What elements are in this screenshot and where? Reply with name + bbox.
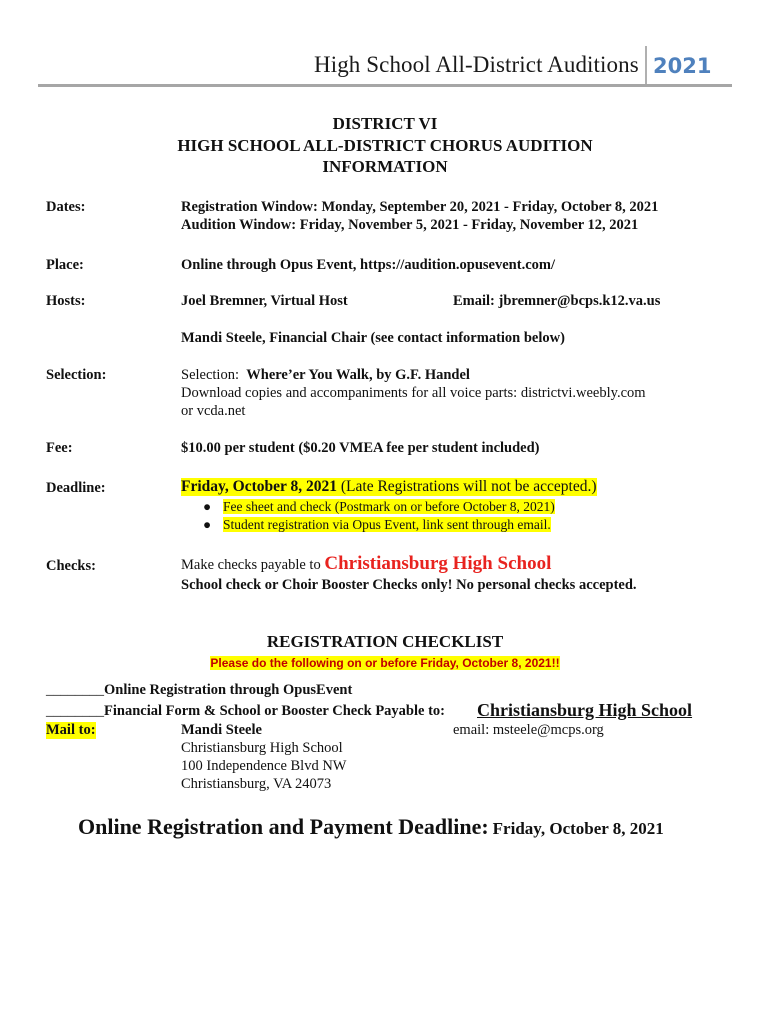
fee-label: Fee:: [46, 440, 73, 456]
title-district: DISTRICT VI: [332, 114, 438, 133]
deadline-note: (Late Registrations will not be accepted.): [337, 478, 597, 495]
checklist-item-financial: [46, 703, 445, 720]
deadline-bullet-item: ● Student registration via Opus Event, link sent through email.: [203, 517, 551, 532]
checks-payable-prefix: Make checks payable to: [181, 557, 325, 573]
checklist-title: REGISTRATION CHECKLIST: [266, 632, 504, 651]
mail-email: email: msteele@mcps.org: [453, 722, 604, 738]
checks-note: School check or Choir Booster Checks only! No personal checks accepted.: [181, 577, 637, 593]
checklist-blank: ________: [46, 703, 104, 719]
deadline-label: Deadline:: [46, 480, 106, 496]
selection-download-alt: or vcda.net: [181, 403, 246, 419]
selection-label: Selection:: [46, 367, 107, 383]
title-chorus: HIGH SCHOOL ALL-DISTRICT CHORUS AUDITION: [177, 136, 593, 155]
mail-label: Mail to:: [46, 722, 96, 738]
title-information: INFORMATION: [322, 157, 448, 176]
deadline-bullet-item: ● Fee sheet and check (Postmark on or before October 8, 2021): [203, 499, 555, 514]
mail-address-city: Christiansburg, VA 24073: [181, 776, 332, 792]
host-email: Email: jbremner@bcps.k12.va.us: [453, 293, 661, 309]
deadline-line: [181, 478, 597, 496]
checks-payable: [181, 553, 551, 575]
registration-window: Registration Window: Monday, September 20, 2021 - Friday, October 8, 2021: [181, 199, 659, 215]
header-rule: [38, 84, 732, 87]
selection-download: Download copies and accompaniments for all voice parts: districtvi.weebly.com: [181, 385, 646, 401]
deadline-bullets: [203, 498, 555, 534]
mail-address-street: 100 Independence Blvd NW: [181, 758, 347, 774]
header-divider: [645, 46, 647, 86]
selection-piece: Where’er You Walk, by G.F. Handel: [246, 367, 470, 383]
dates-label: Dates:: [46, 199, 86, 215]
bullet-icon: ●: [203, 499, 212, 514]
fee-value: $10.00 per student ($0.20 VMEA fee per student included): [181, 440, 540, 456]
footer-date: Friday, October 8, 2021: [492, 819, 664, 838]
header-title: High School All-District Auditions: [314, 52, 639, 77]
header-year: 2021: [653, 54, 712, 78]
place-label: Place:: [46, 257, 84, 273]
checklist-subtitle-wrap: [0, 654, 770, 672]
checklist-item-online-label: Online Registration through OpusEvent: [104, 682, 353, 698]
hosts-label: Hosts:: [46, 293, 86, 309]
host-financial: Mandi Steele, Financial Chair (see contact information below): [181, 330, 565, 346]
checklist-blank: ________: [46, 682, 104, 698]
checks-label: Checks:: [46, 558, 96, 574]
bullet-icon: ●: [203, 517, 212, 532]
mail-address-school: Christiansburg High School: [181, 740, 343, 756]
footer-deadline: [78, 814, 664, 840]
footer-label: Online Registration and Payment Deadline:: [78, 814, 489, 839]
checklist-item-financial-label: Financial Form & School or Booster Check Payable to:: [104, 703, 445, 719]
place-value: Online through Opus Event, https://audition.opusevent.com/: [181, 257, 555, 273]
checklist-school: Christiansburg High School: [477, 700, 693, 720]
checklist-item-online: [46, 682, 352, 699]
checklist-subtitle: Please do the following on or before Friday, October 8, 2021!!: [210, 656, 560, 670]
deadline-date: Friday, October 8, 2021: [181, 478, 337, 495]
selection-line: [181, 367, 470, 384]
checks-school: Christiansburg High School: [324, 553, 552, 574]
selection-prefix: Selection:: [181, 367, 239, 383]
host-virtual: Joel Bremner, Virtual Host: [181, 293, 348, 309]
audition-window: Audition Window: Friday, November 5, 2021 - Friday, November 12, 2021: [181, 217, 639, 233]
mail-name: Mandi Steele: [181, 722, 262, 738]
